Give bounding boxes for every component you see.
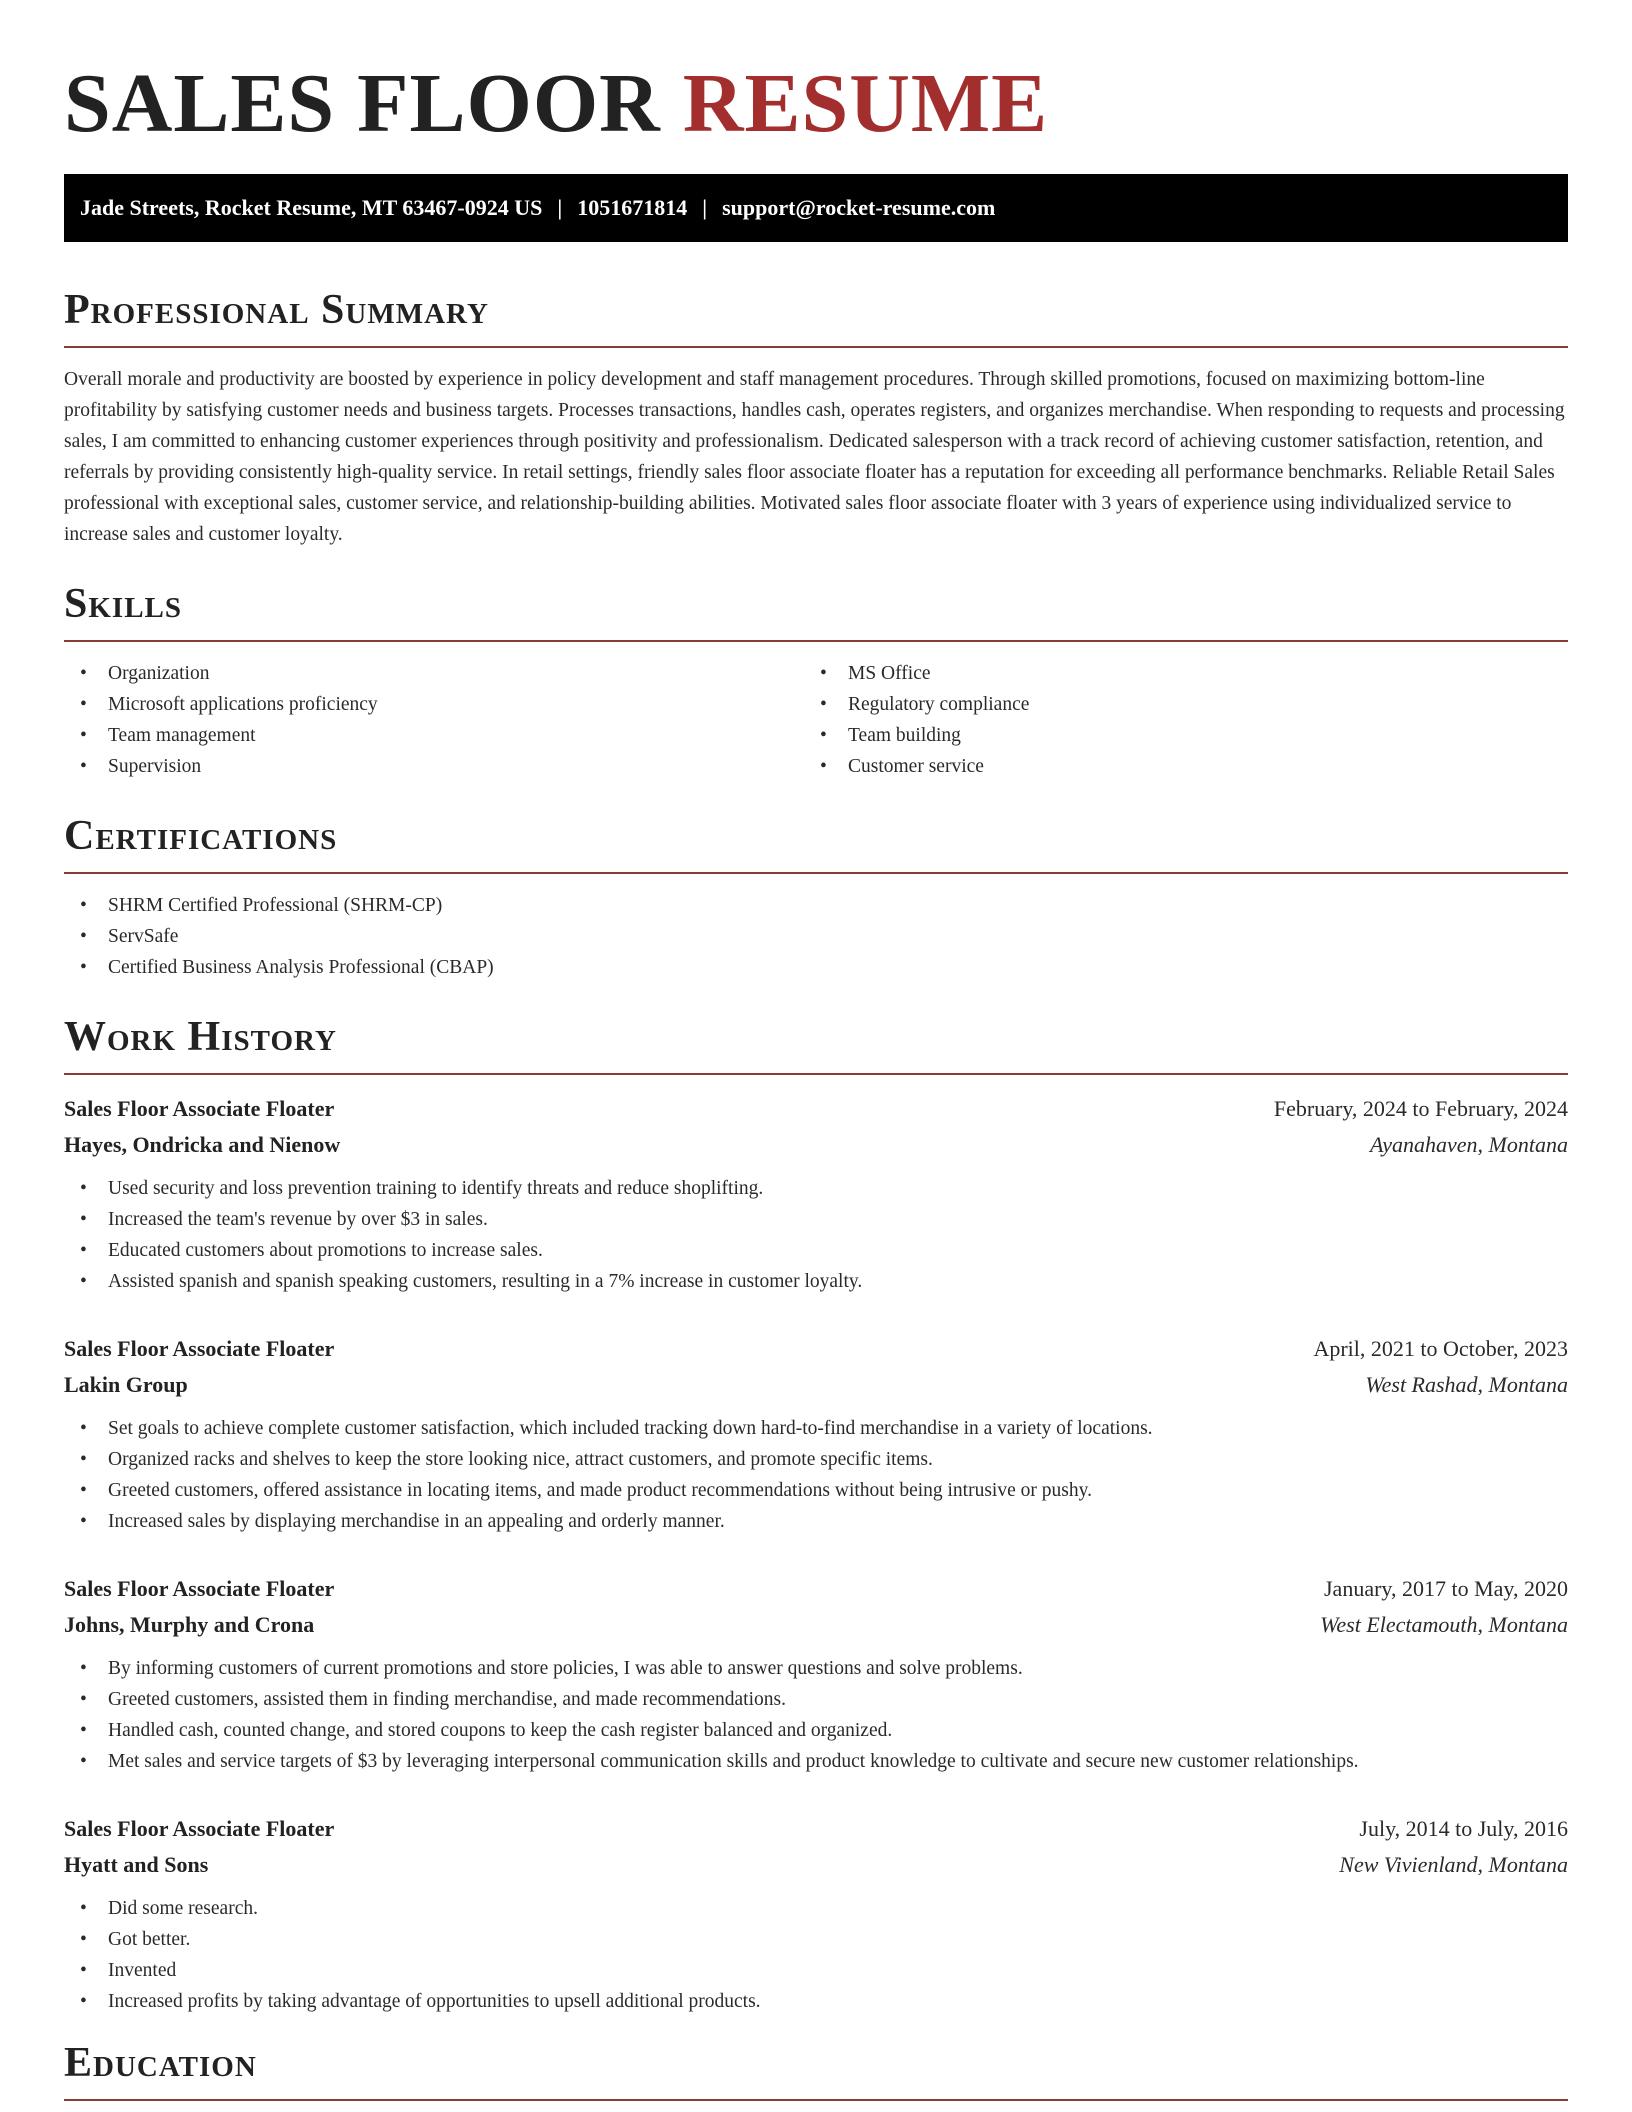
job-location: West Electamouth, Montana — [1320, 1612, 1568, 1637]
job-bullet: • Greeted customers, offered assistance in locating items, and made product recommendations without being intrusive or pushy. — [64, 1475, 1568, 1506]
job-bullet: • Assisted spanish and spanish speaking customers, resulting in a 7% increase in customer loyalty. — [64, 1266, 1568, 1297]
job-company-row — [64, 1127, 1568, 1163]
job-bullet: • Greeted customers, assisted them in finding merchandise, and made recommendations. — [64, 1684, 1568, 1715]
job-header-row — [64, 1091, 1568, 1127]
certification-item: • SHRM Certified Professional (SHRM-CP) — [64, 890, 1568, 921]
job-title: Sales Floor Associate Floater — [64, 1096, 335, 1121]
job-bullet: • Handled cash, counted change, and stored coupons to keep the cash register balanced and organized. — [64, 1715, 1568, 1746]
certifications-list — [64, 890, 1568, 983]
job-bullets — [64, 1413, 1568, 1537]
job-dates: July, 2014 to July, 2016 — [1359, 1816, 1568, 1841]
contact-bar — [64, 174, 1568, 242]
contact-phone: 1051671814 — [577, 195, 688, 220]
job-bullet: • Did some research. — [64, 1893, 1568, 1924]
job-bullets — [64, 1173, 1568, 1297]
job-bullet: • Organized racks and shelves to keep the store looking nice, attract customers, and promote specific items. — [64, 1444, 1568, 1475]
certification-item: • Certified Business Analysis Professional (CBAP) — [64, 952, 1568, 983]
certification-item: • ServSafe — [64, 921, 1568, 952]
section-heading-work-history: Work History — [64, 1013, 1568, 1075]
job-company: Hayes, Ondricka and Nienow — [64, 1132, 341, 1157]
section-heading-summary: Professional Summary — [64, 286, 1568, 348]
section-heading-certifications: Certifications — [64, 812, 1568, 874]
contact-address: Jade Streets, Rocket Resume, MT 63467-0924 US — [80, 195, 543, 220]
summary-text: Overall morale and productivity are boosted by experience in policy development and staff management procedures. Through skilled promotions, focused on maximizing bottom-line profitability by satisfying customer needs and business targets. Processes transactions, handles cash, operates registers, and organizes merchandise. When responding to requests and processing sales, I am committed to enhancing customer experiences through positivity and professionalism. Dedicated salesperson with a track record of achieving customer satisfaction, retention, and referrals by providing consistently high-quality service. In retail settings, friendly sales floor associate floater has a reputation for exceeding all performance benchmarks. Reliable Retail Sales professional with exceptional sales, customer service, and relationship-building abilities. Motivated sales floor associate floater with 3 years of experience using individualized service to increase sales and customer loyalty. — [64, 369, 1565, 545]
professional-summary-section — [64, 286, 1568, 550]
job-bullet: • Increased the team's revenue by over $3 in sales. — [64, 1204, 1568, 1235]
contact-separator: | — [557, 195, 563, 220]
job-bullet: • Increased profits by taking advantage of opportunities to upsell additional products. — [64, 1986, 1568, 2017]
skill-item: • Customer service — [804, 751, 1544, 782]
job-bullet: • Met sales and service targets of $3 by leveraging interpersonal communication skills and product knowledge to cultivate and secure new customer relationships. — [64, 1746, 1568, 1777]
job-entry — [64, 1091, 1568, 1297]
skill-item: • Regulatory compliance — [804, 689, 1544, 720]
job-entry — [64, 1331, 1568, 1537]
skills-section — [64, 580, 1568, 782]
skills-list-left — [64, 658, 804, 782]
contact-email: support@rocket-resume.com — [722, 195, 996, 220]
job-company: Hyatt and Sons — [64, 1852, 209, 1877]
resume-title — [64, 58, 1568, 150]
job-dates: February, 2024 to February, 2024 — [1273, 1096, 1568, 1121]
job-bullet: • Increased sales by displaying merchandise in an appealing and orderly manner. — [64, 1506, 1568, 1537]
job-title: Sales Floor Associate Floater — [64, 1816, 335, 1841]
skill-item: • Organization — [64, 658, 804, 689]
job-bullet: • Educated customers about promotions to increase sales. — [64, 1235, 1568, 1266]
skills-grid — [64, 658, 1568, 782]
job-title: Sales Floor Associate Floater — [64, 1576, 335, 1601]
job-bullet: • Got better. — [64, 1924, 1568, 1955]
job-bullets — [64, 1653, 1568, 1777]
job-company-row — [64, 1367, 1568, 1403]
work-history-section — [64, 1013, 1568, 2017]
section-heading-skills: Skills — [64, 580, 1568, 642]
skill-item: • MS Office — [804, 658, 1544, 689]
job-bullets — [64, 1893, 1568, 2017]
job-company: Lakin Group — [64, 1372, 188, 1397]
job-header-row — [64, 1811, 1568, 1847]
job-company-row — [64, 1847, 1568, 1883]
job-bullet: • By informing customers of current promotions and store policies, I was able to answer questions and solve problems. — [64, 1653, 1568, 1684]
job-entry — [64, 1571, 1568, 1777]
job-entry — [64, 1811, 1568, 2017]
job-header-row — [64, 1571, 1568, 1607]
job-bullet: • Used security and loss prevention training to identify threats and reduce shoplifting. — [64, 1173, 1568, 1204]
job-header-row — [64, 1331, 1568, 1367]
education-section — [64, 2039, 1568, 2101]
job-location: West Rashad, Montana — [1365, 1372, 1568, 1397]
job-location: Ayanahaven, Montana — [1370, 1132, 1568, 1157]
certifications-section — [64, 812, 1568, 983]
job-company: Johns, Murphy and Crona — [64, 1612, 315, 1637]
skill-item: • Team building — [804, 720, 1544, 751]
skill-item: • Team management — [64, 720, 804, 751]
title-main: SALES FLOOR — [64, 57, 661, 150]
skills-list-right — [804, 658, 1544, 782]
job-title: Sales Floor Associate Floater — [64, 1336, 335, 1361]
section-heading-education: Education — [64, 2039, 1568, 2101]
job-bullet: • Set goals to achieve complete customer satisfaction, which included tracking down hard-to-find merchandise in a variety of locations. — [64, 1413, 1568, 1444]
job-location: New Vivienland, Montana — [1339, 1852, 1568, 1877]
skill-item: • Supervision — [64, 751, 804, 782]
job-dates: January, 2017 to May, 2020 — [1324, 1576, 1568, 1601]
resume-content — [64, 0, 1568, 2101]
job-bullet: • Invented — [64, 1955, 1568, 1986]
job-dates: April, 2021 to October, 2023 — [1313, 1336, 1568, 1361]
skill-item: • Microsoft applications proficiency — [64, 689, 804, 720]
title-accent: RESUME — [682, 57, 1049, 150]
job-company-row — [64, 1607, 1568, 1643]
contact-separator: | — [702, 195, 708, 220]
